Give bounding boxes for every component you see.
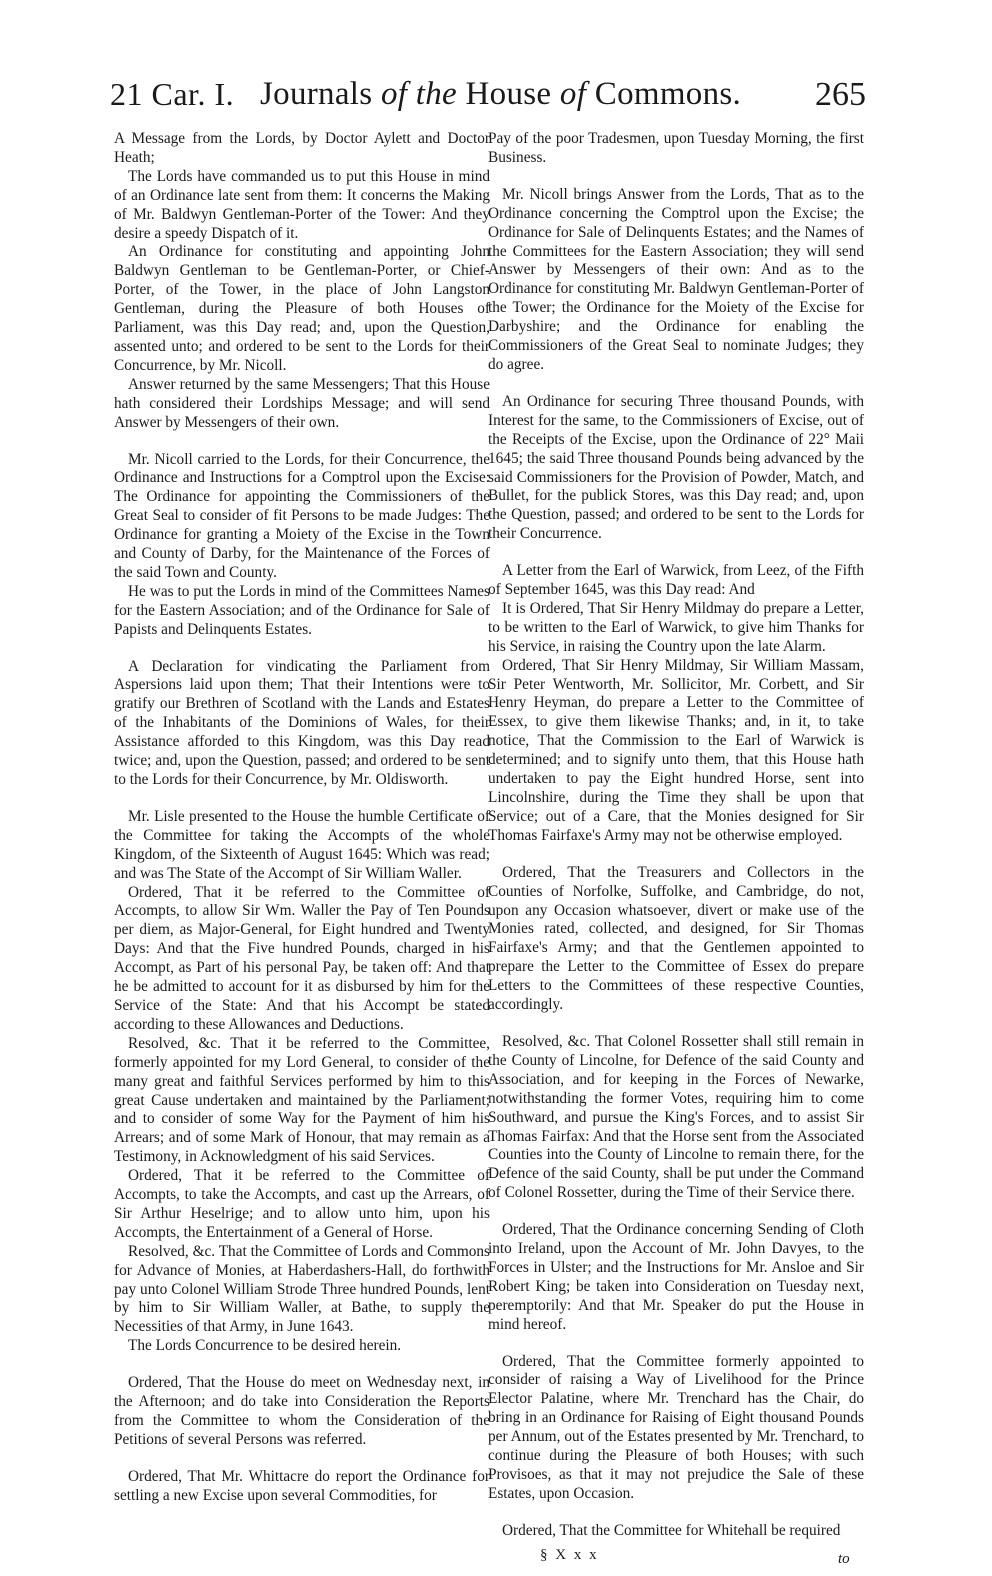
paragraph: Ordered, That it be referred to the Committee of Accompts, to take the Accompts, and cast up the Arrears, of Sir Arthur Heselrige; and to allow unto him, upon his Accompts, the Entertainment of a General of Horse.	[114, 1167, 490, 1241]
paragraph: Ordered, That it be referred to the Committee of Accompts, to allow Sir Wm. Waller the Pay of Ten Pounds per diem, as Major-General, for Eight hundred and Twenty Days: And that the Five hundred Pounds, charged in his Accompt, as Part of his personal Pay, be taken off: And that he be admitted to account for it as disbursed by him for the Service of the State: And that his Accompt be stated according to these Allowances and Deductions.	[114, 883, 490, 1033]
paragraph: It is Ordered, That Sir Henry Mildmay do prepare a Letter, to be written to the Earl of Warwick, to give him Thanks for his Service, in raising the Country upon the late Alarm.	[488, 599, 864, 655]
paragraph: Mr. Nicoll carried to the Lords, for their Concurrence, the Ordinance and Instructions for a Comptrol upon the Excise: The Ordinance for appointing the Commissioners of the Great Seal to consider of fit Persons to be made Judges: The Ordinance for granting a Moiety of the Excise in the Town and County of Darby, for the Maintenance of the Forces of the said Town and County.	[114, 450, 490, 581]
paragraph: He was to put the Lords in mind of the Committees Names for the Eastern Association; and of the Ordinance for Sale of Papists and Delinquents Estates.	[114, 582, 490, 638]
journal-title: Journals of the House of Commons.	[260, 76, 742, 112]
paragraph: Ordered, That Sir Henry Mildmay, Sir William Massam, Sir Peter Wentworth, Mr. Sollicitor, Mr. Corbett, and Sir Henry Heyman, do prepare a Letter to the Committee of Essex, to give them likewise Thanks; and, in it, to take notice, That the Commission to the Earl of Warwick is determined; and to signify unto them, that this House hath undertaken to pay the Eight hundred Horse, sent into Lincolnshire, during the Time they shall be upon that Service; out of a Care, that the Monies designed for Sir Thomas Fairfaxe's Army may not be otherwise employed.	[488, 656, 864, 844]
paragraph: Ordered, That Mr. Whittacre do report the Ordinance for settling a new Excise upon several Commodities, for	[114, 1467, 490, 1504]
paragraph: The Lords Concurrence to be desired herein.	[128, 1337, 402, 1355]
paragraph: Resolved, &c. That it be referred to the Committee, formerly appointed for my Lord General, to consider of the many great and faithful Services performed by him to this great Cause undertaken and maintained by the Parliament; and to consider of some Way for the Payment of him his Arrears; and of some Mark of Honour, that may remain as a Testimony, in Acknowledgment of his said Services.	[114, 1034, 490, 1166]
paragraph: Resolved, &c. That the Committee of Lords and Commons for Advance of Monies, at Haberdashers-Hall, do forthwith pay unto Colonel William Strode Three hundred Pounds, lent by him to Sir William Waller, at Bathe, to supply the Necessities of that Army, in June 1643.	[114, 1242, 490, 1336]
paragraph: Answer returned by the same Messengers; That this House hath considered their Lordships Message; and will send Answer by Messengers of their own.	[114, 375, 490, 431]
paragraph: Ordered, That the Committee formerly appointed to consider of raising a Way of Livelihood for the Prince Elector Palatine, where Mr. Trenchard has the Chair, do bring in an Ordinance for Raising of Eight thousand Pounds per Annum, out of the Estates presented by Mr. Trenchard, to continue during the Pleasure of both Houses; with such Provisoes, as that it may not prejudice the Sale of these Estates, upon Occasion.	[488, 1352, 864, 1502]
paragraph: A Letter from the Earl of Warwick, from Leez, of the Fifth of September 1645, was this Day read: And	[488, 562, 864, 599]
paragraph: Resolved, &c. That Colonel Rossetter shall still remain in the County of Lincolne, for Defence of the said County and Association, and for keeping in the Forces of Newarke, notwithstanding the former Votes, requiring him to come Southward, and pursue the King's Forces, and to assist Sir Thomas Fairfax: And that the Horse sent from the Associated Counties into the County of Lincolne to remain there, for the Defence of the said County, shall be put under the Command of Colonel Rossetter, during the Time of their Service there.	[488, 1032, 864, 1202]
paragraph: Ordered, That the Committee for Whitehall be required	[502, 1521, 841, 1539]
paragraph: Mr. Nicoll brings Answer from the Lords, That as to the Ordinance concerning the Comptrol upon the Excise; the Ordinance for Sale of Delinquents Estates; and the Names of the Committees for the Eastern Association; they will send Answer by Messengers of their own: And as to the Ordinance for constituting Mr. Baldwyn Gentleman-Porter of the Tower; the Ordinance for the Moiety of the Excise for Darbyshire; and the Ordinance for enabling the Commissioners of the Great Seal to nominate Judges; they do agree.	[488, 185, 864, 373]
signature-mark: § X x x	[540, 1547, 599, 1563]
paragraph: Ordered, That the House do meet on Wednesday next, in the Afternoon; and do take into Consideration the Reports from the Committee to whom the Consideration of the Petitions of several Persons was referred.	[114, 1374, 490, 1448]
paragraph: Ordered, That the Ordinance concerning Sending of Cloth into Ireland, upon the Account of Mr. John Davyes, to the Forces in Ulster; and the Instructions for Mr. Ansloe and Sir Robert King; be taken into Consideration on Tuesday next, peremptorily: And that Mr. Speaker do put the House in mind hereof.	[488, 1221, 864, 1333]
paragraph: Ordered, That the Treasurers and Collectors in the Counties of Norfolke, Suffolke, and Cambridge, do not, upon any Occasion whatsoever, divert or make use of the Monies rated, collected, and designed, for Sir Thomas Fairfaxe's Army; and that the Gentlemen appointed to prepare the Letter to the Committee of Essex do prepare Letters to the Committees of these respective Counties, accordingly.	[488, 863, 864, 1014]
paragraph: The Lords have commanded us to put this House in mind of an Ordinance late sent from them: It concerns the Making of Mr. Baldwyn Gentleman-Porter of the Tower: And they desire a speedy Dispatch of it.	[114, 167, 490, 242]
paragraph: An Ordinance for constituting and appointing John Baldwyn Gentleman to be Gentleman-Porter, or Chief-Porter, of the Tower, in the place of John Langston Gentleman, during the Pleasure of both Houses of Parliament, was this Day read; and, upon the Question, assented unto; and ordered to be sent to the Lords for their Concurrence, by Mr. Nicoll.	[114, 243, 490, 374]
page-number: 265	[815, 76, 866, 113]
paragraph: A Message from the Lords, by Doctor Aylett and Doctor Heath;	[114, 130, 490, 166]
regnal-year: 21 Car. I.	[110, 76, 235, 112]
paragraph: Mr. Lisle presented to the House the humble Certificate of the Committee for taking the Accompts of the whole Kingdom, of the Sixteenth of August 1645: Which was read; and was The State of the Accompt of Sir William Waller.	[114, 807, 490, 882]
paragraph: A Declaration for vindicating the Parliament from Aspersions laid upon them; That their Intentions were to gratify our Brethren of Scotland with the Lands and Estates of the Inhabitants of the Dominions of Wales, for their Assistance afforded to this Kingdom, was this Day read twice; and, upon the Question, passed; and ordered to be sent to the Lords for their Concurrence, by Mr. Oldisworth.	[114, 657, 490, 788]
right-column	[488, 130, 864, 1541]
paragraph: An Ordinance for securing Three thousand Pounds, with Interest for the same, to the Commissioners of Excise, out of the Receipts of the Excise, upon the Ordinance of 22° Maii 1645; the said Three thousand Pounds being advanced by the said Commissioners for the Provision of Powder, Match, and Bullet, for the publick Stores, was this Day read; and, upon the Question, passed; and ordered to be sent to the Lords for their Concurrence.	[488, 392, 864, 543]
left-column	[114, 130, 490, 1506]
catchword: to	[838, 1551, 850, 1567]
paragraph: Pay of the poor Tradesmen, upon Tuesday Morning, the first Business.	[488, 130, 864, 166]
page-header	[110, 76, 866, 126]
